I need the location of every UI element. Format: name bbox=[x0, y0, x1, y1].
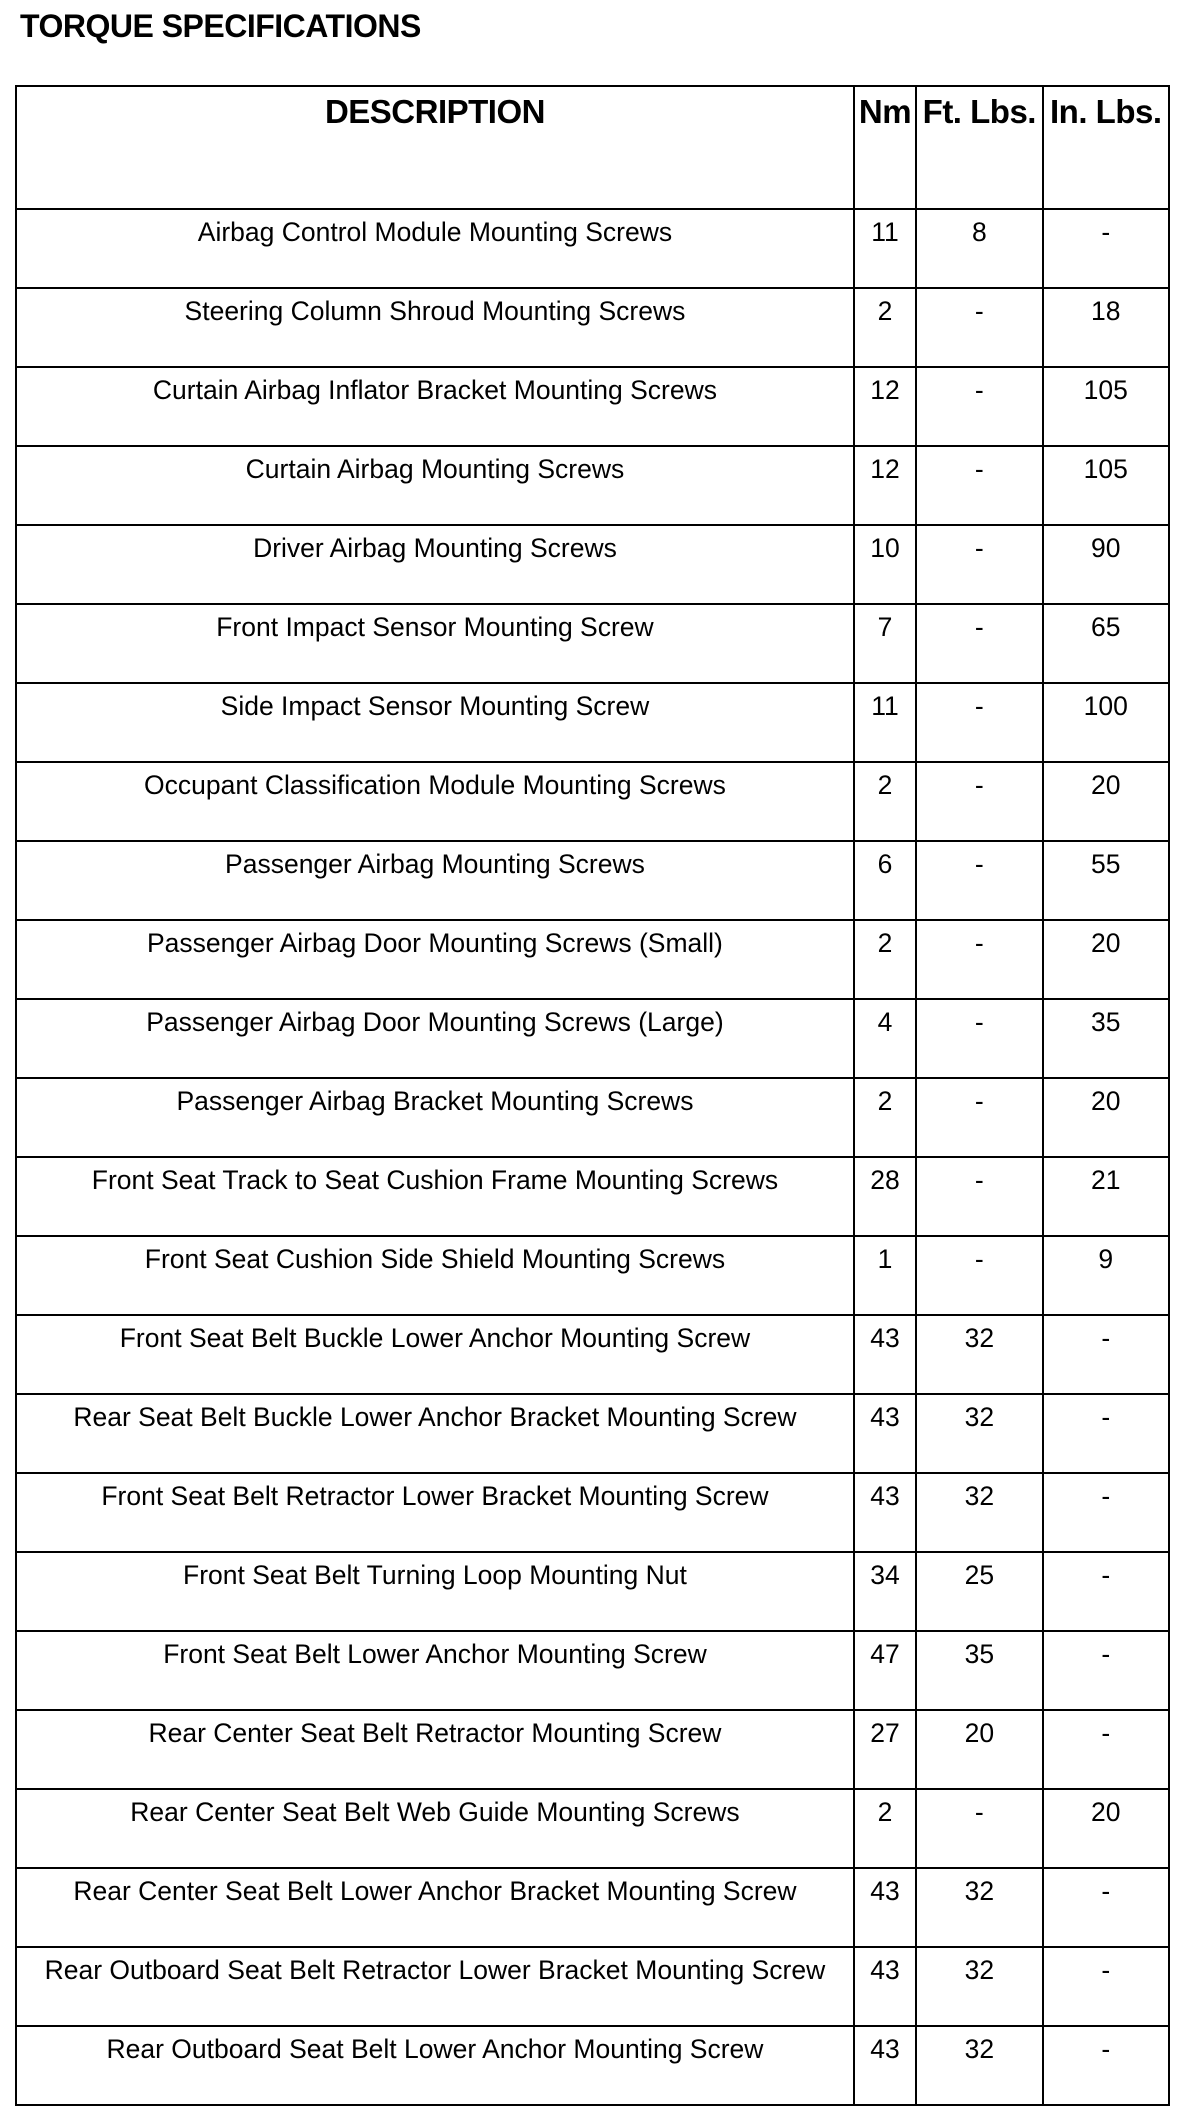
table-row bbox=[16, 1315, 1169, 1394]
table-row bbox=[16, 1236, 1169, 1315]
table-row bbox=[16, 1157, 1169, 1236]
row-in-lbs: 9 bbox=[1043, 1236, 1169, 1315]
row-ft-lbs: 20 bbox=[916, 1710, 1042, 1789]
table-body bbox=[16, 209, 1169, 2105]
row-in-lbs: 100 bbox=[1043, 683, 1169, 762]
row-nm: 2 bbox=[854, 762, 916, 841]
row-ft-lbs: 32 bbox=[916, 1473, 1042, 1552]
table-row bbox=[16, 841, 1169, 920]
row-in-lbs: 20 bbox=[1043, 1789, 1169, 1868]
row-in-lbs: - bbox=[1043, 1552, 1169, 1631]
row-nm: 11 bbox=[854, 683, 916, 762]
row-nm: 12 bbox=[854, 446, 916, 525]
row-in-lbs: 18 bbox=[1043, 288, 1169, 367]
row-nm: 43 bbox=[854, 1394, 916, 1473]
row-nm: 10 bbox=[854, 525, 916, 604]
table-row bbox=[16, 1394, 1169, 1473]
table-row bbox=[16, 1789, 1169, 1868]
header-description: DESCRIPTION bbox=[16, 86, 854, 209]
row-nm: 7 bbox=[854, 604, 916, 683]
row-ft-lbs: - bbox=[916, 288, 1042, 367]
header-nm: Nm bbox=[854, 86, 916, 209]
row-description: Curtain Airbag Mounting Screws bbox=[16, 446, 854, 525]
row-description: Front Seat Belt Lower Anchor Mounting Screw bbox=[16, 1631, 854, 1710]
row-in-lbs: - bbox=[1043, 1315, 1169, 1394]
row-nm: 2 bbox=[854, 920, 916, 999]
row-description: Passenger Airbag Door Mounting Screws (Large) bbox=[16, 999, 854, 1078]
row-nm: 43 bbox=[854, 1473, 916, 1552]
table-row bbox=[16, 525, 1169, 604]
row-ft-lbs: - bbox=[916, 446, 1042, 525]
row-ft-lbs: - bbox=[916, 762, 1042, 841]
row-description: Rear Outboard Seat Belt Lower Anchor Mounting Screw bbox=[16, 2026, 854, 2105]
row-ft-lbs: - bbox=[916, 1078, 1042, 1157]
row-nm: 43 bbox=[854, 1315, 916, 1394]
row-nm: 6 bbox=[854, 841, 916, 920]
row-in-lbs: 105 bbox=[1043, 446, 1169, 525]
row-in-lbs: - bbox=[1043, 1710, 1169, 1789]
row-ft-lbs: 32 bbox=[916, 1947, 1042, 2026]
row-in-lbs: - bbox=[1043, 1631, 1169, 1710]
table-row bbox=[16, 999, 1169, 1078]
row-description: Front Seat Belt Buckle Lower Anchor Mounting Screw bbox=[16, 1315, 854, 1394]
row-description: Steering Column Shroud Mounting Screws bbox=[16, 288, 854, 367]
table-row bbox=[16, 367, 1169, 446]
row-ft-lbs: - bbox=[916, 604, 1042, 683]
row-ft-lbs: - bbox=[916, 920, 1042, 999]
row-description: Rear Center Seat Belt Retractor Mounting Screw bbox=[16, 1710, 854, 1789]
row-description: Front Seat Belt Turning Loop Mounting Nut bbox=[16, 1552, 854, 1631]
row-ft-lbs: 35 bbox=[916, 1631, 1042, 1710]
row-description: Side Impact Sensor Mounting Screw bbox=[16, 683, 854, 762]
page-title: TORQUE SPECIFICATIONS bbox=[20, 8, 421, 44]
table-row bbox=[16, 920, 1169, 999]
row-ft-lbs: 32 bbox=[916, 2026, 1042, 2105]
row-nm: 43 bbox=[854, 1868, 916, 1947]
table-row bbox=[16, 1552, 1169, 1631]
table-row bbox=[16, 1473, 1169, 1552]
row-in-lbs: 55 bbox=[1043, 841, 1169, 920]
row-nm: 2 bbox=[854, 288, 916, 367]
row-nm: 28 bbox=[854, 1157, 916, 1236]
row-ft-lbs: - bbox=[916, 525, 1042, 604]
row-in-lbs: - bbox=[1043, 1394, 1169, 1473]
table-row bbox=[16, 446, 1169, 525]
row-ft-lbs: 32 bbox=[916, 1315, 1042, 1394]
row-in-lbs: - bbox=[1043, 1947, 1169, 2026]
row-description: Front Seat Belt Retractor Lower Bracket Mounting Screw bbox=[16, 1473, 854, 1552]
table-row bbox=[16, 1631, 1169, 1710]
row-nm: 27 bbox=[854, 1710, 916, 1789]
row-nm: 43 bbox=[854, 1947, 916, 2026]
row-ft-lbs: - bbox=[916, 1236, 1042, 1315]
row-in-lbs: - bbox=[1043, 1868, 1169, 1947]
row-nm: 43 bbox=[854, 2026, 916, 2105]
table-row bbox=[16, 288, 1169, 367]
table-row bbox=[16, 1868, 1169, 1947]
table-row bbox=[16, 1710, 1169, 1789]
table-row bbox=[16, 683, 1169, 762]
row-in-lbs: - bbox=[1043, 209, 1169, 288]
header-in-lbs: In. Lbs. bbox=[1043, 86, 1169, 209]
row-description: Airbag Control Module Mounting Screws bbox=[16, 209, 854, 288]
row-description: Curtain Airbag Inflator Bracket Mounting Screws bbox=[16, 367, 854, 446]
row-nm: 2 bbox=[854, 1078, 916, 1157]
table-row bbox=[16, 209, 1169, 288]
row-ft-lbs: 32 bbox=[916, 1868, 1042, 1947]
header-ft-lbs: Ft. Lbs. bbox=[916, 86, 1042, 209]
row-nm: 34 bbox=[854, 1552, 916, 1631]
row-in-lbs: 35 bbox=[1043, 999, 1169, 1078]
row-description: Rear Center Seat Belt Lower Anchor Bracket Mounting Screw bbox=[16, 1868, 854, 1947]
row-ft-lbs: - bbox=[916, 367, 1042, 446]
row-ft-lbs: 32 bbox=[916, 1394, 1042, 1473]
row-in-lbs: - bbox=[1043, 1473, 1169, 1552]
row-ft-lbs: 25 bbox=[916, 1552, 1042, 1631]
row-description: Passenger Airbag Door Mounting Screws (Small) bbox=[16, 920, 854, 999]
row-description: Passenger Airbag Bracket Mounting Screws bbox=[16, 1078, 854, 1157]
row-in-lbs: 21 bbox=[1043, 1157, 1169, 1236]
row-nm: 4 bbox=[854, 999, 916, 1078]
row-in-lbs: 20 bbox=[1043, 1078, 1169, 1157]
row-in-lbs: 65 bbox=[1043, 604, 1169, 683]
row-in-lbs: 20 bbox=[1043, 762, 1169, 841]
row-in-lbs: - bbox=[1043, 2026, 1169, 2105]
row-description: Front Impact Sensor Mounting Screw bbox=[16, 604, 854, 683]
torque-spec-table bbox=[15, 85, 1170, 2106]
row-description: Occupant Classification Module Mounting Screws bbox=[16, 762, 854, 841]
table-row bbox=[16, 2026, 1169, 2105]
row-nm: 47 bbox=[854, 1631, 916, 1710]
table-row bbox=[16, 1078, 1169, 1157]
row-ft-lbs: - bbox=[916, 683, 1042, 762]
row-nm: 11 bbox=[854, 209, 916, 288]
row-description: Front Seat Track to Seat Cushion Frame Mounting Screws bbox=[16, 1157, 854, 1236]
row-description: Driver Airbag Mounting Screws bbox=[16, 525, 854, 604]
row-description: Passenger Airbag Mounting Screws bbox=[16, 841, 854, 920]
row-ft-lbs: 8 bbox=[916, 209, 1042, 288]
row-description: Rear Seat Belt Buckle Lower Anchor Bracket Mounting Screw bbox=[16, 1394, 854, 1473]
row-in-lbs: 20 bbox=[1043, 920, 1169, 999]
row-nm: 2 bbox=[854, 1789, 916, 1868]
table-row bbox=[16, 1947, 1169, 2026]
row-description: Rear Outboard Seat Belt Retractor Lower Bracket Mounting Screw bbox=[16, 1947, 854, 2026]
row-nm: 1 bbox=[854, 1236, 916, 1315]
row-ft-lbs: - bbox=[916, 1789, 1042, 1868]
row-description: Rear Center Seat Belt Web Guide Mounting Screws bbox=[16, 1789, 854, 1868]
row-in-lbs: 105 bbox=[1043, 367, 1169, 446]
table-row bbox=[16, 762, 1169, 841]
row-in-lbs: 90 bbox=[1043, 525, 1169, 604]
row-ft-lbs: - bbox=[916, 1157, 1042, 1236]
table-header-row bbox=[16, 86, 1169, 209]
row-ft-lbs: - bbox=[916, 999, 1042, 1078]
row-nm: 12 bbox=[854, 367, 916, 446]
table-row bbox=[16, 604, 1169, 683]
row-ft-lbs: - bbox=[916, 841, 1042, 920]
row-description: Front Seat Cushion Side Shield Mounting Screws bbox=[16, 1236, 854, 1315]
